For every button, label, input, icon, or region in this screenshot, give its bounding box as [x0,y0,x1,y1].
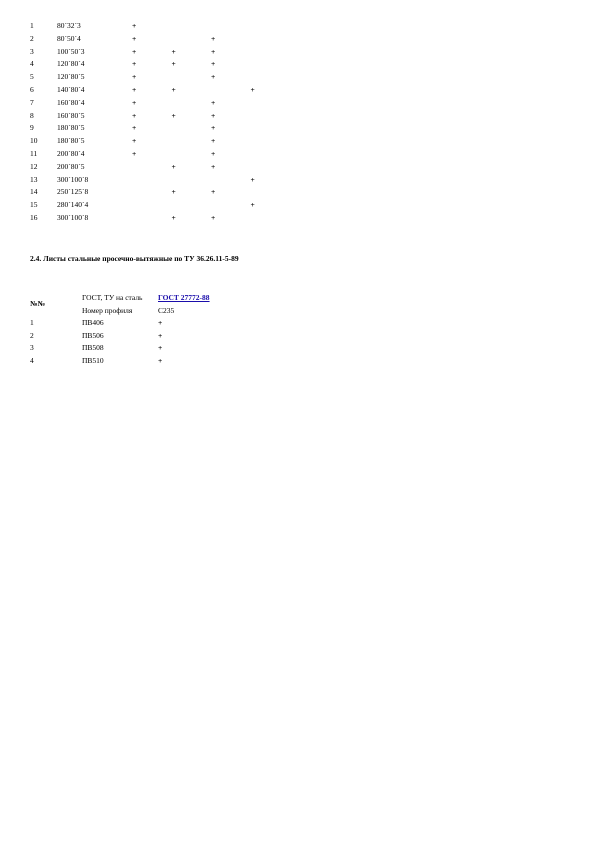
profile-size: 80´50´4 [57,33,81,43]
mark-col-3: + [211,161,216,171]
expanded-sheet-table [30,292,238,367]
row-number: 8 [30,110,34,120]
row-number: 7 [30,97,34,107]
profile-size: 120´80´4 [57,59,85,69]
mark-col-1 [132,186,172,199]
profile-size: 280´140´4 [57,200,89,210]
gost-label: ГОСТ, ТУ на сталь [82,293,143,302]
mark-col-1: + [132,46,137,56]
row-number: 15 [30,200,38,210]
profile-size: 250´125´8 [57,187,89,197]
mark-col-3 [211,84,251,97]
mark-col-3: + [211,110,216,120]
row-number: 12 [30,161,38,171]
mark-col-3: + [211,97,216,107]
mark-col-3 [211,199,251,212]
row-number: 10 [30,136,38,146]
table-row [30,148,290,161]
table-row [30,58,290,71]
table-row [30,161,290,174]
mark-col-3: + [211,136,216,146]
number-header: №№ [30,299,46,309]
table-row [30,20,290,33]
mark-col-1: + [132,59,137,69]
mark-col-4 [251,148,291,161]
mark-col-2 [172,135,212,148]
mark-col-4 [251,20,291,33]
mark-cell: + [158,343,163,352]
mark-cell: + [158,355,163,365]
mark-col-4 [251,58,291,71]
mark-col-3: + [211,33,216,43]
mark-col-4: + [250,174,255,184]
profile-number: ПВ506 [82,330,104,340]
row-number: 4 [30,59,34,69]
row-number: 4 [30,355,34,365]
table-row [30,174,290,187]
mark-col-1 [132,212,172,225]
mark-col-2 [172,97,212,110]
profile-size: 160´80´5 [57,110,85,120]
mark-col-4 [251,212,291,225]
table-row [30,135,290,148]
row-number: 9 [30,123,34,133]
profile-size: 200´80´5 [57,161,85,171]
mark-col-2 [172,148,212,161]
table-row [30,84,290,97]
profile-size: 300´100´8 [57,212,89,222]
mark-col-1 [132,199,172,212]
mark-col-3: + [211,72,216,82]
row-number: 13 [30,174,38,184]
mark-col-2 [172,174,212,187]
mark-col-2 [172,71,212,84]
table-row [30,330,238,343]
row-number: 5 [30,72,34,82]
mark-col-4 [251,97,291,110]
row-number: 1 [30,318,34,327]
table-row [30,199,290,212]
mark-col-4 [251,71,291,84]
profile-number: ПВ510 [82,355,104,365]
mark-col-3: + [211,123,216,133]
table-row [30,71,290,84]
mark-col-2 [172,20,212,33]
mark-col-1: + [132,72,137,82]
mark-col-4 [251,186,291,199]
mark-col-1: + [132,110,137,120]
row-number: 6 [30,84,34,94]
mark-cell: + [158,318,163,327]
table-row [30,46,290,59]
table-row [30,317,238,330]
profile-size: 160´80´4 [57,97,85,107]
row-number: 11 [30,148,38,158]
table-row [30,342,238,355]
profile-size: 100´50´3 [57,46,85,56]
mark-col-3: + [211,187,216,197]
section-heading: 2.4. Листы стальные просечно-вытяжные по ТУ 36.26.11-5-89 [30,254,239,263]
mark-col-4 [251,161,291,174]
profile-size: 80´32´3 [57,21,81,30]
mark-col-4 [251,110,291,123]
table-row [30,355,238,368]
steel-grade: С235 [158,305,175,315]
profile-number: ПВ508 [82,343,104,352]
mark-col-2: + [171,161,176,171]
profile-number: ПВ406 [82,318,104,327]
row-number: 1 [30,21,34,30]
profile-size: 180´80´5 [57,123,85,133]
mark-col-1: + [132,33,137,43]
mark-cell: + [158,330,163,340]
mark-col-3 [211,174,251,187]
profile-size: 200´80´4 [57,148,85,158]
mark-col-4 [251,46,291,59]
profile-size: 300´100´8 [57,174,89,184]
mark-col-4: + [250,84,255,94]
profile-size: 140´80´4 [57,84,85,94]
mark-col-1: + [132,84,137,94]
mark-col-4 [251,33,291,46]
mark-col-2 [172,199,212,212]
table-header-row [30,292,238,305]
mark-col-1: + [132,21,137,30]
mark-col-1: + [132,123,137,133]
mark-col-1 [132,174,172,187]
mark-col-2: + [171,84,176,94]
table-row [30,33,290,46]
mark-col-1: + [132,136,137,146]
mark-col-3: + [211,148,216,158]
mark-col-1 [132,161,172,174]
profile-size: 180´80´5 [57,136,85,146]
mark-col-1: + [132,148,137,158]
mark-col-2 [172,33,212,46]
row-number: 3 [30,343,34,352]
mark-col-3: + [211,212,216,222]
mark-col-3: + [211,59,216,69]
mark-col-1: + [132,97,137,107]
table-row [30,186,290,199]
table-row [30,212,290,225]
mark-col-2: + [171,59,176,69]
profile-label: Номер профиля [82,305,133,315]
mark-col-2: + [171,110,176,120]
table-row [30,97,290,110]
profile-size: 120´80´5 [57,72,85,82]
mark-col-3 [211,20,251,33]
row-number: 14 [30,187,38,197]
mark-col-2 [172,122,212,135]
gost-link[interactable]: ГОСТ 27772-88 [158,293,210,302]
mark-col-2: + [171,212,176,222]
profile-size-table [30,20,290,225]
table-row [30,110,290,123]
mark-col-2: + [171,187,176,197]
mark-col-2: + [171,46,176,56]
mark-col-4: + [250,200,255,210]
mark-col-3: + [211,46,216,56]
mark-col-4 [251,135,291,148]
row-number: 16 [30,212,38,222]
table-row [30,122,290,135]
row-number: 2 [30,330,34,340]
row-number: 2 [30,33,34,43]
row-number: 3 [30,46,34,56]
mark-col-4 [251,122,291,135]
